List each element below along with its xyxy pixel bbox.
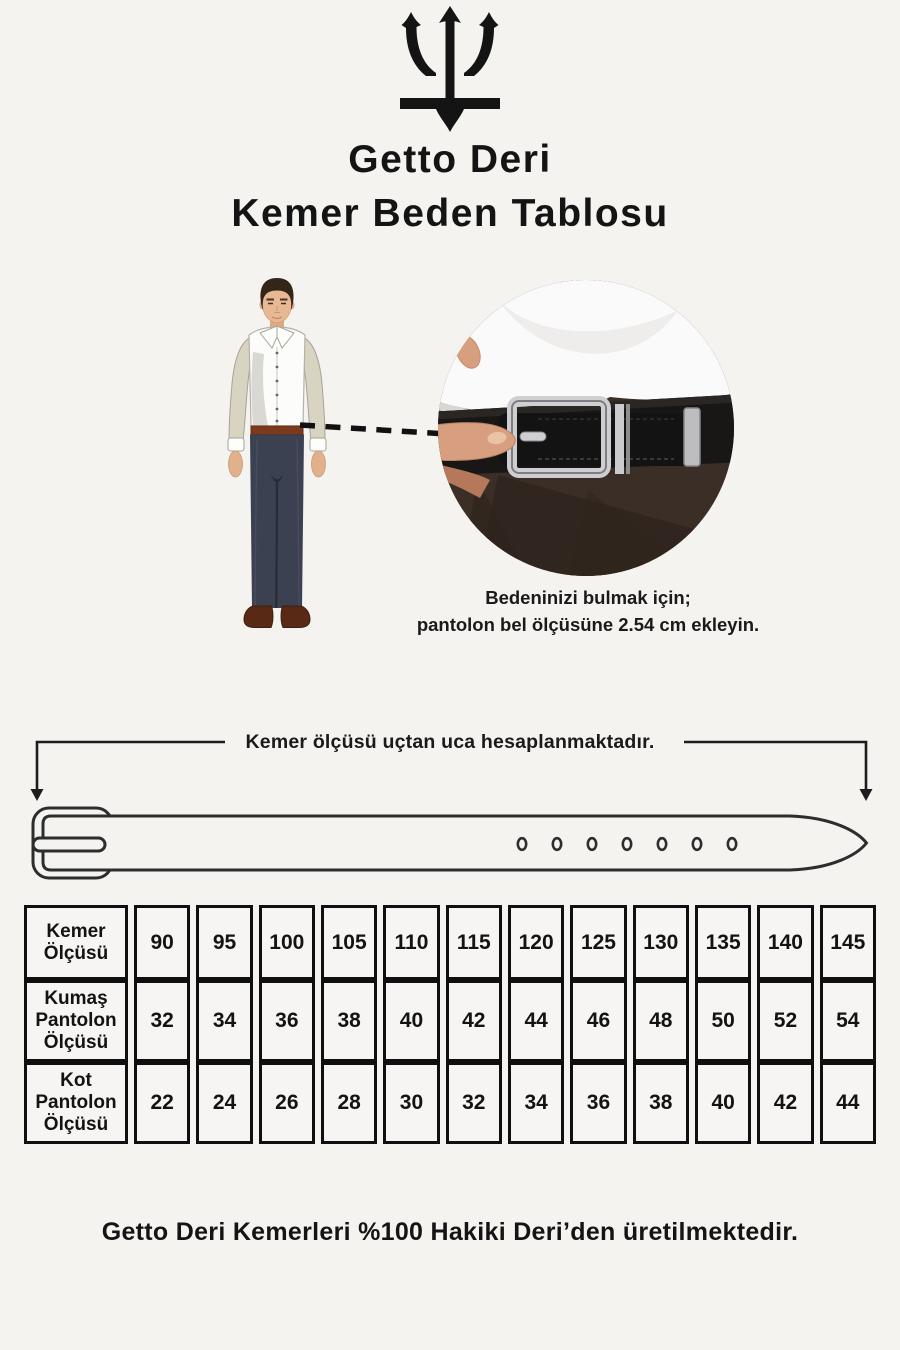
footer-note: Getto Deri Kemerleri %100 Hakiki Deri’den üretilmektedir. bbox=[101, 1218, 799, 1246]
table-cell: 44 bbox=[508, 980, 564, 1062]
page-title-line1: Getto Deri bbox=[348, 138, 552, 181]
table-cell: 36 bbox=[259, 980, 315, 1062]
table-cell: 90 bbox=[134, 905, 190, 980]
table-cell: 22 bbox=[134, 1062, 190, 1144]
table-cell: 32 bbox=[134, 980, 190, 1062]
table-cell: 125 bbox=[570, 905, 626, 980]
row-label: Kumaş Pantolon Ölçüsü bbox=[24, 980, 128, 1062]
table-cell: 44 bbox=[820, 1062, 876, 1144]
table-cell: 24 bbox=[196, 1062, 252, 1144]
row-label: Kemer Ölçüsü bbox=[24, 905, 128, 980]
table-row-jeans bbox=[24, 1062, 876, 1144]
table-cell: 52 bbox=[757, 980, 813, 1062]
table-cell: 140 bbox=[757, 905, 813, 980]
table-cell: 40 bbox=[383, 980, 439, 1062]
table-cell: 42 bbox=[446, 980, 502, 1062]
table-row-belt-size bbox=[24, 905, 876, 980]
man-shirt bbox=[249, 326, 305, 426]
table-cell: 100 bbox=[259, 905, 315, 980]
arrow-down-right-icon bbox=[860, 789, 873, 801]
belt-strap-outline bbox=[43, 816, 867, 870]
table-cell: 130 bbox=[633, 905, 689, 980]
table-cell: 40 bbox=[695, 1062, 751, 1144]
table-cell: 115 bbox=[446, 905, 502, 980]
measure-caption-line2: pantolon bel ölçüsüne 2.54 cm ekleyin. bbox=[416, 613, 760, 635]
table-cell: 54 bbox=[820, 980, 876, 1062]
table-cell: 105 bbox=[321, 905, 377, 980]
table-cell: 48 bbox=[633, 980, 689, 1062]
table-cell: 38 bbox=[321, 980, 377, 1062]
belt-diagram-annotation: Kemer ölçüsü uçtan uca hesaplanmaktadır. bbox=[245, 731, 655, 753]
table-cell: 50 bbox=[695, 980, 751, 1062]
table-cell: 30 bbox=[383, 1062, 439, 1144]
table-cell: 34 bbox=[508, 1062, 564, 1144]
table-cell: 42 bbox=[757, 1062, 813, 1144]
measurement-bracket-left bbox=[37, 742, 225, 790]
size-table bbox=[18, 905, 882, 1144]
photo-buckle-slide bbox=[615, 404, 624, 474]
table-row-fabric-pants bbox=[24, 980, 876, 1062]
table-cell: 26 bbox=[259, 1062, 315, 1144]
table-cell: 38 bbox=[633, 1062, 689, 1144]
table-cell: 34 bbox=[196, 980, 252, 1062]
page-title bbox=[0, 133, 900, 241]
belt-closeup-photo bbox=[438, 280, 734, 576]
table-cell: 145 bbox=[820, 905, 876, 980]
table-cell: 32 bbox=[446, 1062, 502, 1144]
table-cell: 110 bbox=[383, 905, 439, 980]
belt-outline-drawing bbox=[33, 808, 867, 878]
brand-logo bbox=[0, 6, 900, 137]
belt-prong-outline bbox=[33, 838, 105, 851]
measure-caption-line1: Bedeninizi bulmak için; bbox=[485, 587, 691, 608]
measurement-bracket-right bbox=[684, 742, 866, 790]
belt-length-diagram bbox=[0, 720, 900, 900]
table-cell: 135 bbox=[695, 905, 751, 980]
table-cell: 28 bbox=[321, 1062, 377, 1144]
table-cell: 95 bbox=[196, 905, 252, 980]
table-cell: 36 bbox=[570, 1062, 626, 1144]
page-title-line2: Kemer Beden Tablosu bbox=[231, 191, 669, 235]
measure-caption bbox=[300, 585, 876, 639]
man-figure-illustration bbox=[205, 274, 350, 631]
man-head bbox=[260, 278, 294, 331]
table-cell: 46 bbox=[570, 980, 626, 1062]
row-label: Kot Pantolon Ölçüsü bbox=[24, 1062, 128, 1144]
trident-icon bbox=[398, 6, 502, 132]
man-pants bbox=[250, 435, 304, 609]
arrow-down-left-icon bbox=[31, 789, 44, 801]
table-cell: 120 bbox=[508, 905, 564, 980]
